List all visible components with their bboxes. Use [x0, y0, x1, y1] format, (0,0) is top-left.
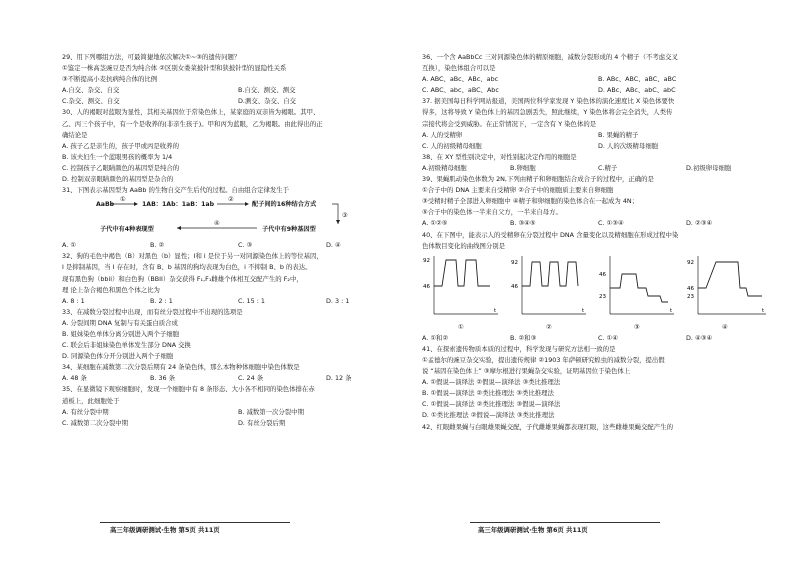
q31-scheme: [62, 196, 414, 240]
q30-stem: 确结论是: [62, 130, 88, 139]
q34-options-row: [62, 373, 414, 384]
q32-option-d: D. 3 : 1: [326, 296, 350, 305]
q31-option-b: B. ②: [150, 241, 165, 250]
q35-option-b: B. 减数第一次分裂中期: [238, 407, 304, 416]
q39-item: ①合子中的 DNA 主要来自受精卵 ②合子中的细胞质主要来自卵细胞: [422, 186, 614, 195]
q38-option-c: C.精子: [598, 163, 618, 172]
scheme-step-4: ④: [214, 220, 220, 228]
q29-stem: 29、用下列哪组方法，可最简捷地依次解决①~③的遗传问题？: [62, 53, 241, 61]
graph-3-y-46: 46: [599, 271, 606, 278]
right-page-column: [422, 52, 774, 433]
graph-1-x-label: t: [494, 307, 497, 314]
graph-4-y-23: 23: [687, 293, 694, 300]
right-page-footer: 高三年级调研测试·生物 第6页 共11页: [478, 526, 588, 534]
q39-option-c: C. ①③④: [598, 219, 624, 228]
scheme-step-1: ①: [120, 196, 126, 204]
q36-stem: 36、一个含 AaBbCc 三对同源染色体的精原细胞，减数分裂形成的 4 个精子（不考虑交叉: [422, 53, 678, 61]
q32-option-b: B. 2 : 1: [150, 296, 173, 305]
scheme-gametes: 1AB：1Ab：1aB：1ab: [142, 201, 215, 209]
q36-option-b: B. ABc、ABC、aBC、aBC: [598, 75, 677, 84]
graph-2: [510, 252, 590, 318]
graph-2-x-label: t: [582, 307, 585, 314]
q38-options-row: [422, 163, 774, 174]
q37-option-b: B. 果蝇的精子: [598, 130, 639, 139]
q33-stem: 33、在减数分裂过程中出现，而有丝分裂过程中不出现的选项是: [62, 307, 243, 316]
graph-3-y-23: 23: [599, 293, 606, 300]
q33-option-b: B. 姐妹染色单体分离分别进入两个子细胞: [62, 329, 180, 338]
scheme-step-3: ③: [342, 212, 348, 220]
graph-4-label: ④: [722, 322, 728, 331]
q29-option-d: D.测交、杂交、自交: [238, 97, 297, 106]
q36-option-d: D. ABc、ABc、abC、abC: [598, 86, 676, 95]
graph-2-y-92: 92: [511, 259, 518, 266]
q31-option-d: D. ④: [326, 241, 341, 250]
right-footer-rule: [470, 522, 660, 523]
question-40: [422, 230, 774, 344]
scheme-genotypes: 子代中有9种基因型: [262, 226, 316, 234]
q36-option-c: C. ABC、abc、aBC、Abc: [422, 86, 499, 95]
scheme-genotype: AaBb: [96, 201, 115, 209]
q40-graph-labels: [422, 322, 774, 333]
q35-option-d: D. 有丝分裂后期: [238, 418, 286, 427]
q30-option-b: B. 该夫妇生一个蓝眼男孩的概率为 1/4: [62, 152, 173, 161]
graph-1-label: ①: [458, 322, 464, 331]
q38-stem: 38、在 XY 型性别决定中，对性别起决定作用的细胞是: [422, 152, 577, 161]
question-29: [62, 52, 414, 107]
q41-option-c: C. ①假说—演绎法 ②类比推理法 ③假说—演绎法: [422, 400, 561, 409]
q39-options-row: [422, 218, 774, 229]
q39-option-b: B. ③④⑤: [510, 219, 536, 228]
q31-option-c: C. ③: [238, 241, 253, 250]
left-page-column: [62, 52, 414, 429]
left-page-footer: 高三年级调研测试·生物 第5页 共11页: [110, 526, 220, 534]
q33-option-d: D. 同源染色体分开分别进入两个子细胞: [62, 352, 174, 361]
q29-options-row: [62, 96, 414, 107]
q41-option-d: D. ①类比推理法 ②假说—演绎法 ③类比推理法: [422, 411, 555, 420]
q42-stem: 42、红眼雌果蝇与白眼雄果蝇交配，子代雌雄果蝇都表现红眼，这些雌雄果蝇交配产生的: [422, 422, 673, 431]
q30-stem: 乙、丙三个孩子中，有一个是收养的(非亲生孩子)。甲和丙为蓝眼，乙为褐眼。由此得出的正: [62, 119, 323, 128]
graph-3-label: ③: [634, 322, 640, 331]
q34-option-b: B. 36 条: [150, 374, 176, 383]
q30-stem: 30、人的褐眼对蓝眼为显性，其相关基因位于常染色体上，某家庭的双亲皆为褐眼。其甲、: [62, 108, 320, 117]
q30-option-a: A. 孩子乙是亲生的，孩子甲或丙是收养的: [62, 141, 179, 150]
q41-option-a: A. ①假说—演绎法 ②假说—演绎法 ③类比推理法: [422, 378, 561, 387]
q32-stem: 现有黑色狗（bbii）和白色狗（BBII）杂交获得 F₁,F₁雌雄个体相互交配产生的 F₂中，: [62, 274, 303, 283]
q29-option-a: A.自交、杂交、自交: [62, 86, 120, 95]
q31-stem: 31、下图表示基因型为 AaBb 的生物自交产生后代的过程。自由组合定律发生于: [62, 186, 290, 195]
q37-stem: 37. 据美国每日科学网站报道，美国两位科学家发现 Y 染色体的演化速度比 X 染色体要快: [422, 97, 675, 106]
q39-option-a: A. ①②⑤: [422, 219, 448, 228]
question-32: [62, 251, 414, 295]
q41-option-b: B. ①假说—演绎法 ②类比推理法 ③类比推理法: [422, 389, 554, 398]
q37-option-c: C. 人的初级精母细胞: [422, 141, 482, 150]
graph-1-y-46: 46: [423, 283, 430, 290]
q35-option-c: C. 减数第二次分裂中期: [62, 418, 129, 427]
q30-option-c: C. 控制孩子乙眼睛颜色的基因型是纯合的: [62, 163, 180, 172]
q33-option-c: C. 联会后非姐妹染色单体发生部分 DNA 交换: [62, 341, 191, 350]
q31-option-a: A. ①: [62, 241, 77, 250]
graph-2-label: ②: [546, 322, 552, 331]
graph-1-y-92: 92: [423, 257, 430, 264]
question-35: [62, 384, 414, 428]
q37-options-row: [422, 141, 774, 152]
q39-stem: 39、果蝇肌动染色体数为 2N,下列由精子和卵细胞结合成合子的过程中，正确的是: [422, 175, 654, 184]
q37-stem: 宗接代将会受到威胁。在正常情况下，一定含有 Y 染色体的是: [422, 119, 597, 128]
q29-option-c: C.杂交、测交、自交: [62, 97, 120, 106]
graph-1: [422, 252, 502, 318]
q36-stem: 互换），染色体组合可以是: [422, 64, 496, 73]
q37-options-row: [422, 130, 774, 141]
scheme-step-2: ②: [228, 196, 234, 204]
q34-option-d: D. 12 条: [326, 374, 352, 383]
q34-option-c: C. 24 条: [238, 374, 264, 383]
q32-option-a: A. 8 : 1: [62, 296, 85, 305]
graph-4: [686, 252, 770, 318]
q41-stem: 41、在探索遗传物质本质的过程中，科学发现与研究方法相一致的是: [422, 344, 616, 353]
graph-4-y-92: 92: [687, 259, 694, 266]
q38-option-b: B.卵细胞: [510, 163, 536, 172]
graph-4-y-46: 46: [687, 285, 694, 292]
q32-stem: I 是抑制基因，当 I 存在时，含有 B、b 基因的狗均表现为白色，i 不抑制 B、b 的表达。: [62, 263, 312, 272]
graph-3: [598, 252, 678, 318]
q35-option-a: A. 有丝分裂中期: [62, 407, 109, 416]
q36-options-row: [422, 85, 774, 96]
q29-item: ③不断提高小麦抗病纯合体的比例: [62, 75, 158, 84]
q39-option-d: D. ②③④: [686, 219, 713, 228]
q32-stem: 理 论上杂合褐色和黑色个体之比为: [62, 285, 160, 294]
q33-option-a: A. 分裂间期 DNA 复制与有关蛋白质合成: [62, 318, 178, 327]
q29-item: ①鉴定一株高茎豌豆是否为纯合体 ②区别女娄菜披针型和狭披针型的显隐性关系: [62, 64, 287, 73]
q36-option-a: A. ABC、aBc、ABc、abc: [422, 75, 499, 84]
question-41: [422, 344, 774, 422]
q35-stem: 道板上，此细胞处于: [62, 396, 120, 405]
q41-item: 说 “基因在染色体上” ③摩尔根进行果蝇杂交实验，证明基因位于染色体上: [422, 367, 631, 376]
q40-option-d: D. ④③④: [686, 333, 713, 342]
q36-options-row: [422, 74, 774, 85]
q35-options-row: [62, 418, 414, 429]
question-38: [422, 152, 774, 174]
q39-item: ③受精时精子全部进入卵细胞中 ④精子和卵细胞的染色体合在一起成为 4N；: [422, 197, 639, 206]
graph-3-x-label: t: [670, 307, 673, 314]
question-33-34: [62, 307, 414, 374]
q39-item: ⑤合子中的染色体一半来自父方，一半来自母方。: [422, 208, 562, 217]
question-30-31: [62, 107, 414, 196]
graph-2-y-46: 46: [511, 283, 518, 290]
question-39: [422, 174, 774, 229]
question-36: [422, 52, 774, 96]
scheme-combination: 配子间的16种结合方式: [252, 201, 317, 209]
q37-option-d: D. 人的次级精母细胞: [598, 141, 659, 150]
q40-stem: 40、在下图中，能表示人的受精卵在分裂过程中 DNA 含量变化以及精细胞在形成过程中染: [422, 230, 679, 239]
q35-options-row: [62, 407, 414, 418]
q34-stem: 34、某细胞在减数第二次分裂后期有 24 条染色体，那么本物种体细胞中染色体数是: [62, 363, 300, 372]
q40-graphs: [422, 252, 774, 322]
q32-option-c: C. 15 : 1: [238, 296, 265, 305]
q30-option-d: D. 控制双亲眼睛颜色的基因型是杂合的: [62, 175, 174, 184]
scheme-phenotypes: 子代中有4种表现型: [100, 226, 154, 234]
q40-option-a: A. ①和②: [422, 333, 449, 342]
left-footer-rule: [100, 522, 290, 523]
q35-stem: 35、在显微镜下观察细胞时，发现一个细胞中有 8 条形态、大小各不相同的染色体排在赤: [62, 385, 315, 394]
q38-option-d: D.初级卵母细胞: [686, 163, 732, 172]
q41-item: ①孟德尔的豌豆杂交实验，提出遗传规律 ②1903 年萨顿研究蝗虫的减数分裂，提出假: [422, 355, 665, 364]
q31-options-row: [62, 240, 414, 251]
q40-options-row: [422, 333, 774, 344]
q40-option-b: B. ②和③: [510, 333, 537, 342]
q37-option-a: A. 人的受精卵: [422, 130, 463, 139]
q34-option-a: A. 48 条: [62, 374, 87, 383]
q40-option-c: C. ①④: [598, 333, 618, 342]
q37-stem: 得多，这将导致 Y 染色体上的基因急剧丢失，照此继续，Y 染色体将会完全消失，人类传: [422, 108, 673, 117]
q32-stem: 32、狗的毛色中褐色（B）对黑色（b）显性；I和 i 是位于另一对同源染色体上的等位基因，: [62, 252, 323, 261]
q29-options-row: [62, 85, 414, 96]
q38-option-a: A.初级精母细胞: [422, 163, 467, 172]
q40-stem: 色体数目变化的曲线图分别是: [422, 241, 506, 250]
graph-4-x-label: t: [762, 307, 765, 314]
question-37: [422, 96, 774, 151]
q29-option-b: B.自交、测交、测交: [238, 86, 296, 95]
q32-options-row: [62, 296, 414, 307]
